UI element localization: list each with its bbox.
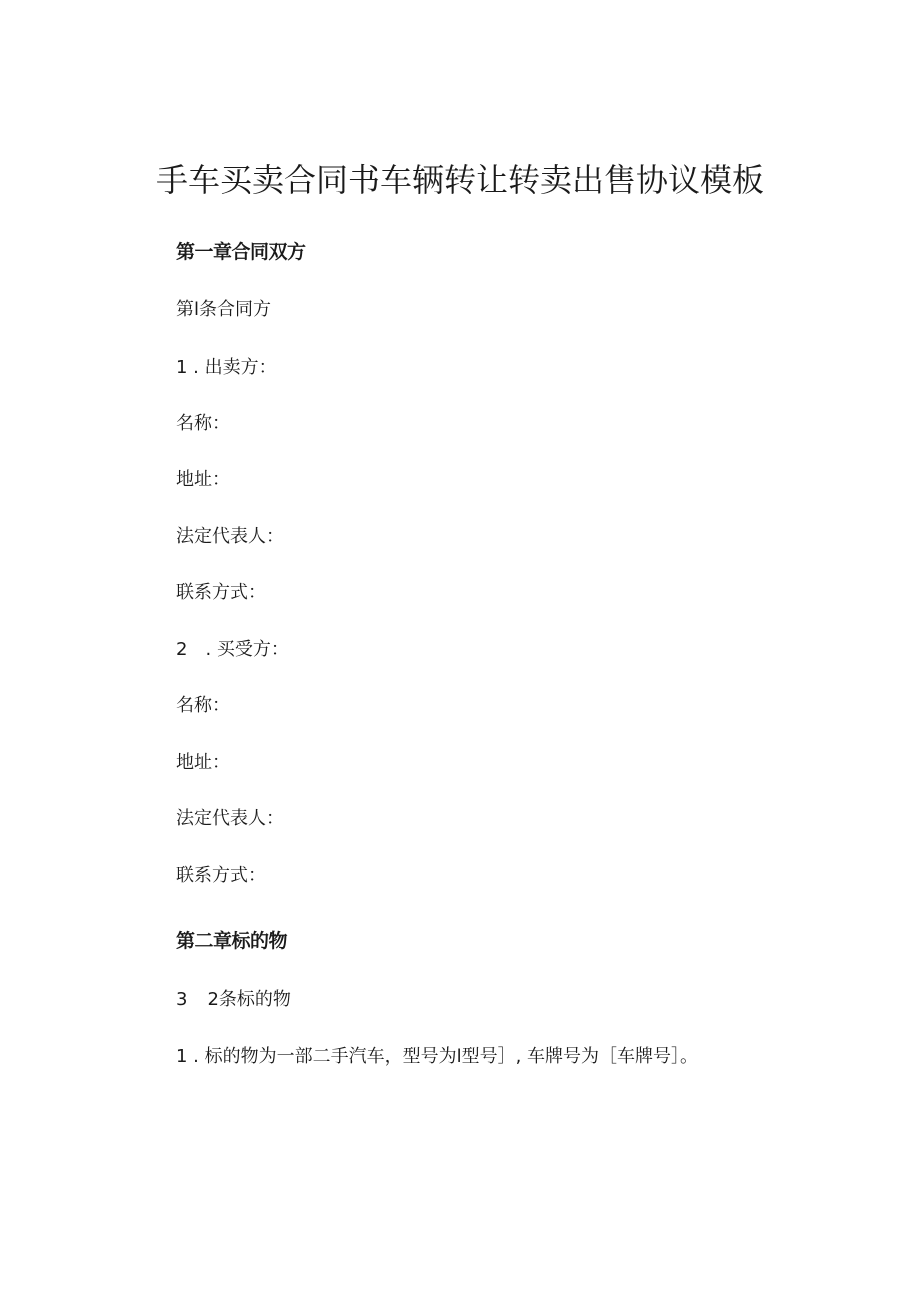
seller-name-field: 名称： bbox=[176, 413, 230, 434]
buyer-contact-field: 联系方式： bbox=[176, 865, 266, 886]
article-2-number: 3 bbox=[176, 989, 188, 1010]
chapter-2-heading: 第二章标的物 bbox=[176, 930, 288, 952]
seller-legal-rep-field: 法定代表人： bbox=[176, 526, 284, 547]
seller-address-field: 地址： bbox=[176, 469, 230, 490]
article-2-title bbox=[176, 987, 291, 1013]
buyer-name-field: 名称： bbox=[176, 695, 230, 716]
buyer-label: 2 . 买受方： bbox=[176, 639, 289, 660]
seller-contact-field: 联系方式： bbox=[176, 582, 266, 603]
article-1-title: 第l条合同方 bbox=[176, 299, 272, 320]
subject-item-1: 1 . 标的物为一部二手汽车，型号为l型号］, 车牌号为［车牌号］。 bbox=[176, 1046, 699, 1067]
chapter-1-heading: 第一章合同双方 bbox=[176, 241, 306, 263]
buyer-legal-rep-field: 法定代表人： bbox=[176, 808, 284, 829]
article-2-text: 2条标的物 bbox=[207, 989, 291, 1010]
buyer-address-field: 地址： bbox=[176, 752, 230, 773]
seller-label: 1 . 出卖方： bbox=[176, 357, 277, 378]
document-title: 手车买卖合同书车辆转让转卖出售协议模板 bbox=[155, 161, 764, 199]
